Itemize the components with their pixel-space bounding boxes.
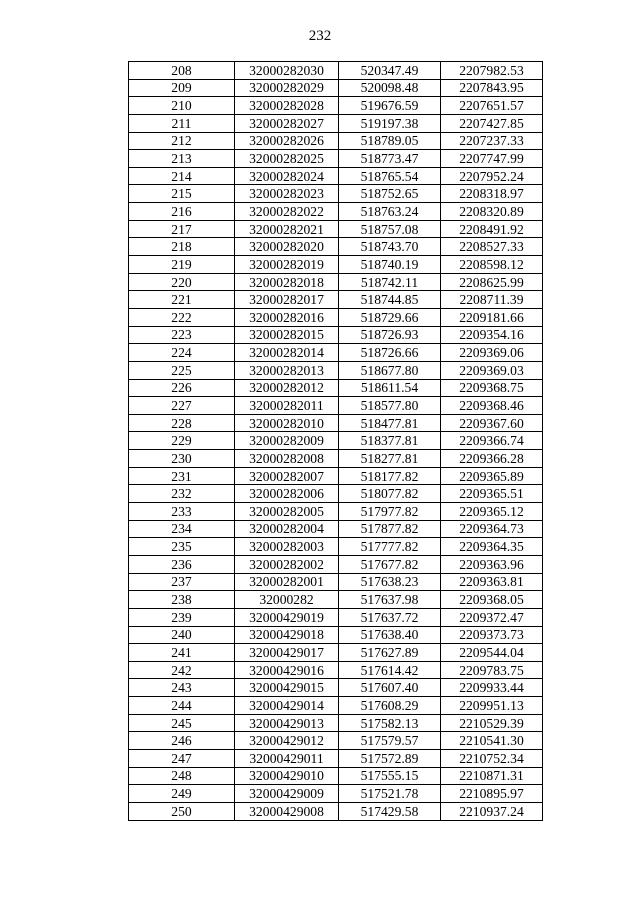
x-coordinate-cell: 518752.65 [339, 185, 441, 203]
point-number-cell: 236 [129, 555, 235, 573]
point-id-cell: 32000429009 [235, 785, 339, 803]
x-coordinate-cell: 519676.59 [339, 97, 441, 115]
y-coordinate-cell: 2209366.28 [441, 450, 543, 468]
point-id-cell: 32000282008 [235, 450, 339, 468]
y-coordinate-cell: 2208320.89 [441, 203, 543, 221]
y-coordinate-cell: 2207952.24 [441, 167, 543, 185]
table-row [129, 538, 543, 556]
table-row [129, 256, 543, 274]
point-id-cell: 32000429019 [235, 608, 339, 626]
point-number-cell: 216 [129, 203, 235, 221]
y-coordinate-cell: 2209369.03 [441, 361, 543, 379]
y-coordinate-cell: 2209372.47 [441, 608, 543, 626]
y-coordinate-cell: 2208711.39 [441, 291, 543, 309]
point-id-cell: 32000282009 [235, 432, 339, 450]
table-row [129, 326, 543, 344]
point-id-cell: 32000282014 [235, 344, 339, 362]
point-id-cell: 32000282006 [235, 485, 339, 503]
y-coordinate-cell: 2209544.04 [441, 644, 543, 662]
x-coordinate-cell: 517429.58 [339, 802, 441, 820]
y-coordinate-cell: 2208598.12 [441, 256, 543, 274]
point-number-cell: 235 [129, 538, 235, 556]
x-coordinate-cell: 517877.82 [339, 520, 441, 538]
page-number: 232 [308, 28, 332, 44]
y-coordinate-cell: 2208527.33 [441, 238, 543, 256]
point-number-cell: 244 [129, 697, 235, 715]
point-number-cell: 223 [129, 326, 235, 344]
table-row [129, 344, 543, 362]
point-number-cell: 245 [129, 714, 235, 732]
table-row [129, 591, 543, 609]
point-number-cell: 212 [129, 132, 235, 150]
point-id-cell: 32000429017 [235, 644, 339, 662]
point-number-cell: 224 [129, 344, 235, 362]
x-coordinate-cell: 520347.49 [339, 62, 441, 80]
x-coordinate-cell: 518611.54 [339, 379, 441, 397]
table-row [129, 308, 543, 326]
point-id-cell: 32000429016 [235, 661, 339, 679]
table-row [129, 167, 543, 185]
point-id-cell: 32000282002 [235, 555, 339, 573]
y-coordinate-cell: 2210541.30 [441, 732, 543, 750]
y-coordinate-cell: 2210752.34 [441, 749, 543, 767]
table-row [129, 573, 543, 591]
y-coordinate-cell: 2209368.46 [441, 397, 543, 415]
point-id-cell: 32000282015 [235, 326, 339, 344]
y-coordinate-cell: 2209354.16 [441, 326, 543, 344]
y-coordinate-cell: 2209365.12 [441, 503, 543, 521]
x-coordinate-cell: 517637.98 [339, 591, 441, 609]
table-row [129, 503, 543, 521]
table-row [129, 802, 543, 820]
point-number-cell: 228 [129, 414, 235, 432]
x-coordinate-cell: 518773.47 [339, 150, 441, 168]
point-id-cell: 32000282018 [235, 273, 339, 291]
table-row [129, 79, 543, 97]
point-id-cell: 32000282003 [235, 538, 339, 556]
point-id-cell: 32000282011 [235, 397, 339, 415]
y-coordinate-cell: 2209367.60 [441, 414, 543, 432]
x-coordinate-cell: 518177.82 [339, 467, 441, 485]
point-id-cell: 32000282016 [235, 308, 339, 326]
point-number-cell: 218 [129, 238, 235, 256]
y-coordinate-cell: 2208318.97 [441, 185, 543, 203]
y-coordinate-cell: 2209366.74 [441, 432, 543, 450]
table-row [129, 432, 543, 450]
point-number-cell: 248 [129, 767, 235, 785]
point-number-cell: 230 [129, 450, 235, 468]
point-id-cell: 32000282028 [235, 97, 339, 115]
point-number-cell: 232 [129, 485, 235, 503]
table-row [129, 450, 543, 468]
x-coordinate-cell: 517608.29 [339, 697, 441, 715]
x-coordinate-cell: 517638.23 [339, 573, 441, 591]
point-id-cell: 32000282010 [235, 414, 339, 432]
point-number-cell: 250 [129, 802, 235, 820]
table-row [129, 203, 543, 221]
y-coordinate-cell: 2209369.06 [441, 344, 543, 362]
x-coordinate-cell: 518277.81 [339, 450, 441, 468]
point-id-cell: 32000282 [235, 591, 339, 609]
x-coordinate-cell: 517627.89 [339, 644, 441, 662]
table-row [129, 749, 543, 767]
y-coordinate-cell: 2209368.05 [441, 591, 543, 609]
x-coordinate-cell: 518577.80 [339, 397, 441, 415]
point-number-cell: 240 [129, 626, 235, 644]
point-number-cell: 242 [129, 661, 235, 679]
point-number-cell: 210 [129, 97, 235, 115]
point-id-cell: 32000282007 [235, 467, 339, 485]
point-id-cell: 32000429013 [235, 714, 339, 732]
y-coordinate-cell: 2209365.51 [441, 485, 543, 503]
point-number-cell: 215 [129, 185, 235, 203]
table-row [129, 644, 543, 662]
y-coordinate-cell: 2209181.66 [441, 308, 543, 326]
x-coordinate-cell: 518789.05 [339, 132, 441, 150]
table-row [129, 555, 543, 573]
point-number-cell: 227 [129, 397, 235, 415]
x-coordinate-cell: 517614.42 [339, 661, 441, 679]
x-coordinate-cell: 518729.66 [339, 308, 441, 326]
point-id-cell: 32000282022 [235, 203, 339, 221]
x-coordinate-cell: 518743.70 [339, 238, 441, 256]
x-coordinate-cell: 518077.82 [339, 485, 441, 503]
point-id-cell: 32000282017 [235, 291, 339, 309]
y-coordinate-cell: 2209368.75 [441, 379, 543, 397]
point-number-cell: 217 [129, 220, 235, 238]
point-number-cell: 209 [129, 79, 235, 97]
x-coordinate-cell: 517637.72 [339, 608, 441, 626]
y-coordinate-cell: 2207843.95 [441, 79, 543, 97]
table-row [129, 361, 543, 379]
table-row [129, 679, 543, 697]
y-coordinate-cell: 2209933.44 [441, 679, 543, 697]
table-row [129, 520, 543, 538]
table-row [129, 97, 543, 115]
point-number-cell: 208 [129, 62, 235, 80]
point-number-cell: 220 [129, 273, 235, 291]
point-number-cell: 226 [129, 379, 235, 397]
x-coordinate-cell: 519197.38 [339, 114, 441, 132]
point-number-cell: 239 [129, 608, 235, 626]
point-id-cell: 32000282019 [235, 256, 339, 274]
x-coordinate-cell: 517677.82 [339, 555, 441, 573]
table-row [129, 485, 543, 503]
point-id-cell: 32000282026 [235, 132, 339, 150]
y-coordinate-cell: 2209365.89 [441, 467, 543, 485]
y-coordinate-cell: 2207237.33 [441, 132, 543, 150]
table-row [129, 273, 543, 291]
x-coordinate-cell: 518477.81 [339, 414, 441, 432]
x-coordinate-cell: 518744.85 [339, 291, 441, 309]
y-coordinate-cell: 2209373.73 [441, 626, 543, 644]
table-row [129, 185, 543, 203]
y-coordinate-cell: 2210895.97 [441, 785, 543, 803]
y-coordinate-cell: 2209363.96 [441, 555, 543, 573]
x-coordinate-cell: 518726.93 [339, 326, 441, 344]
x-coordinate-cell: 517572.89 [339, 749, 441, 767]
table-row [129, 114, 543, 132]
point-number-cell: 238 [129, 591, 235, 609]
point-id-cell: 32000282027 [235, 114, 339, 132]
point-id-cell: 32000282001 [235, 573, 339, 591]
point-id-cell: 32000429008 [235, 802, 339, 820]
x-coordinate-cell: 517521.78 [339, 785, 441, 803]
point-id-cell: 32000282012 [235, 379, 339, 397]
table-row [129, 697, 543, 715]
point-id-cell: 32000429011 [235, 749, 339, 767]
x-coordinate-cell: 518757.08 [339, 220, 441, 238]
y-coordinate-cell: 2208491.92 [441, 220, 543, 238]
point-id-cell: 32000429014 [235, 697, 339, 715]
point-number-cell: 237 [129, 573, 235, 591]
y-coordinate-cell: 2208625.99 [441, 273, 543, 291]
x-coordinate-cell: 517777.82 [339, 538, 441, 556]
point-id-cell: 32000282013 [235, 361, 339, 379]
x-coordinate-cell: 518726.66 [339, 344, 441, 362]
y-coordinate-cell: 2209783.75 [441, 661, 543, 679]
x-coordinate-cell: 518740.19 [339, 256, 441, 274]
point-number-cell: 233 [129, 503, 235, 521]
point-id-cell: 32000429018 [235, 626, 339, 644]
table-row [129, 785, 543, 803]
point-number-cell: 247 [129, 749, 235, 767]
point-id-cell: 32000282005 [235, 503, 339, 521]
point-number-cell: 219 [129, 256, 235, 274]
table-row [129, 732, 543, 750]
point-number-cell: 249 [129, 785, 235, 803]
coordinates-table-body [129, 62, 543, 821]
x-coordinate-cell: 518677.80 [339, 361, 441, 379]
coordinates-table [128, 61, 543, 821]
table-row [129, 62, 543, 80]
table-row [129, 397, 543, 415]
x-coordinate-cell: 517579.57 [339, 732, 441, 750]
point-id-cell: 32000282021 [235, 220, 339, 238]
y-coordinate-cell: 2210529.39 [441, 714, 543, 732]
table-row [129, 714, 543, 732]
table-row [129, 414, 543, 432]
table-row [129, 626, 543, 644]
point-number-cell: 229 [129, 432, 235, 450]
x-coordinate-cell: 518765.54 [339, 167, 441, 185]
x-coordinate-cell: 517607.40 [339, 679, 441, 697]
point-number-cell: 211 [129, 114, 235, 132]
x-coordinate-cell: 518742.11 [339, 273, 441, 291]
point-number-cell: 234 [129, 520, 235, 538]
point-id-cell: 32000282004 [235, 520, 339, 538]
point-number-cell: 221 [129, 291, 235, 309]
point-id-cell: 32000282025 [235, 150, 339, 168]
table-row [129, 767, 543, 785]
y-coordinate-cell: 2207982.53 [441, 62, 543, 80]
y-coordinate-cell: 2209363.81 [441, 573, 543, 591]
point-id-cell: 32000429010 [235, 767, 339, 785]
point-id-cell: 32000282029 [235, 79, 339, 97]
point-number-cell: 246 [129, 732, 235, 750]
y-coordinate-cell: 2209364.73 [441, 520, 543, 538]
x-coordinate-cell: 518763.24 [339, 203, 441, 221]
point-number-cell: 243 [129, 679, 235, 697]
x-coordinate-cell: 518377.81 [339, 432, 441, 450]
x-coordinate-cell: 520098.48 [339, 79, 441, 97]
point-id-cell: 32000282023 [235, 185, 339, 203]
y-coordinate-cell: 2207427.85 [441, 114, 543, 132]
table-row [129, 291, 543, 309]
y-coordinate-cell: 2207747.99 [441, 150, 543, 168]
table-row [129, 661, 543, 679]
point-number-cell: 225 [129, 361, 235, 379]
table-row [129, 132, 543, 150]
point-id-cell: 32000429012 [235, 732, 339, 750]
point-number-cell: 222 [129, 308, 235, 326]
table-row [129, 150, 543, 168]
point-id-cell: 32000282030 [235, 62, 339, 80]
table-row [129, 238, 543, 256]
x-coordinate-cell: 517977.82 [339, 503, 441, 521]
point-number-cell: 231 [129, 467, 235, 485]
y-coordinate-cell: 2210871.31 [441, 767, 543, 785]
table-row [129, 608, 543, 626]
table-row [129, 220, 543, 238]
point-id-cell: 32000282020 [235, 238, 339, 256]
y-coordinate-cell: 2209364.35 [441, 538, 543, 556]
point-id-cell: 32000282024 [235, 167, 339, 185]
point-number-cell: 213 [129, 150, 235, 168]
y-coordinate-cell: 2209951.13 [441, 697, 543, 715]
y-coordinate-cell: 2207651.57 [441, 97, 543, 115]
x-coordinate-cell: 517638.40 [339, 626, 441, 644]
y-coordinate-cell: 2210937.24 [441, 802, 543, 820]
point-number-cell: 241 [129, 644, 235, 662]
point-number-cell: 214 [129, 167, 235, 185]
point-id-cell: 32000429015 [235, 679, 339, 697]
x-coordinate-cell: 517555.15 [339, 767, 441, 785]
table-row [129, 379, 543, 397]
x-coordinate-cell: 517582.13 [339, 714, 441, 732]
table-row [129, 467, 543, 485]
